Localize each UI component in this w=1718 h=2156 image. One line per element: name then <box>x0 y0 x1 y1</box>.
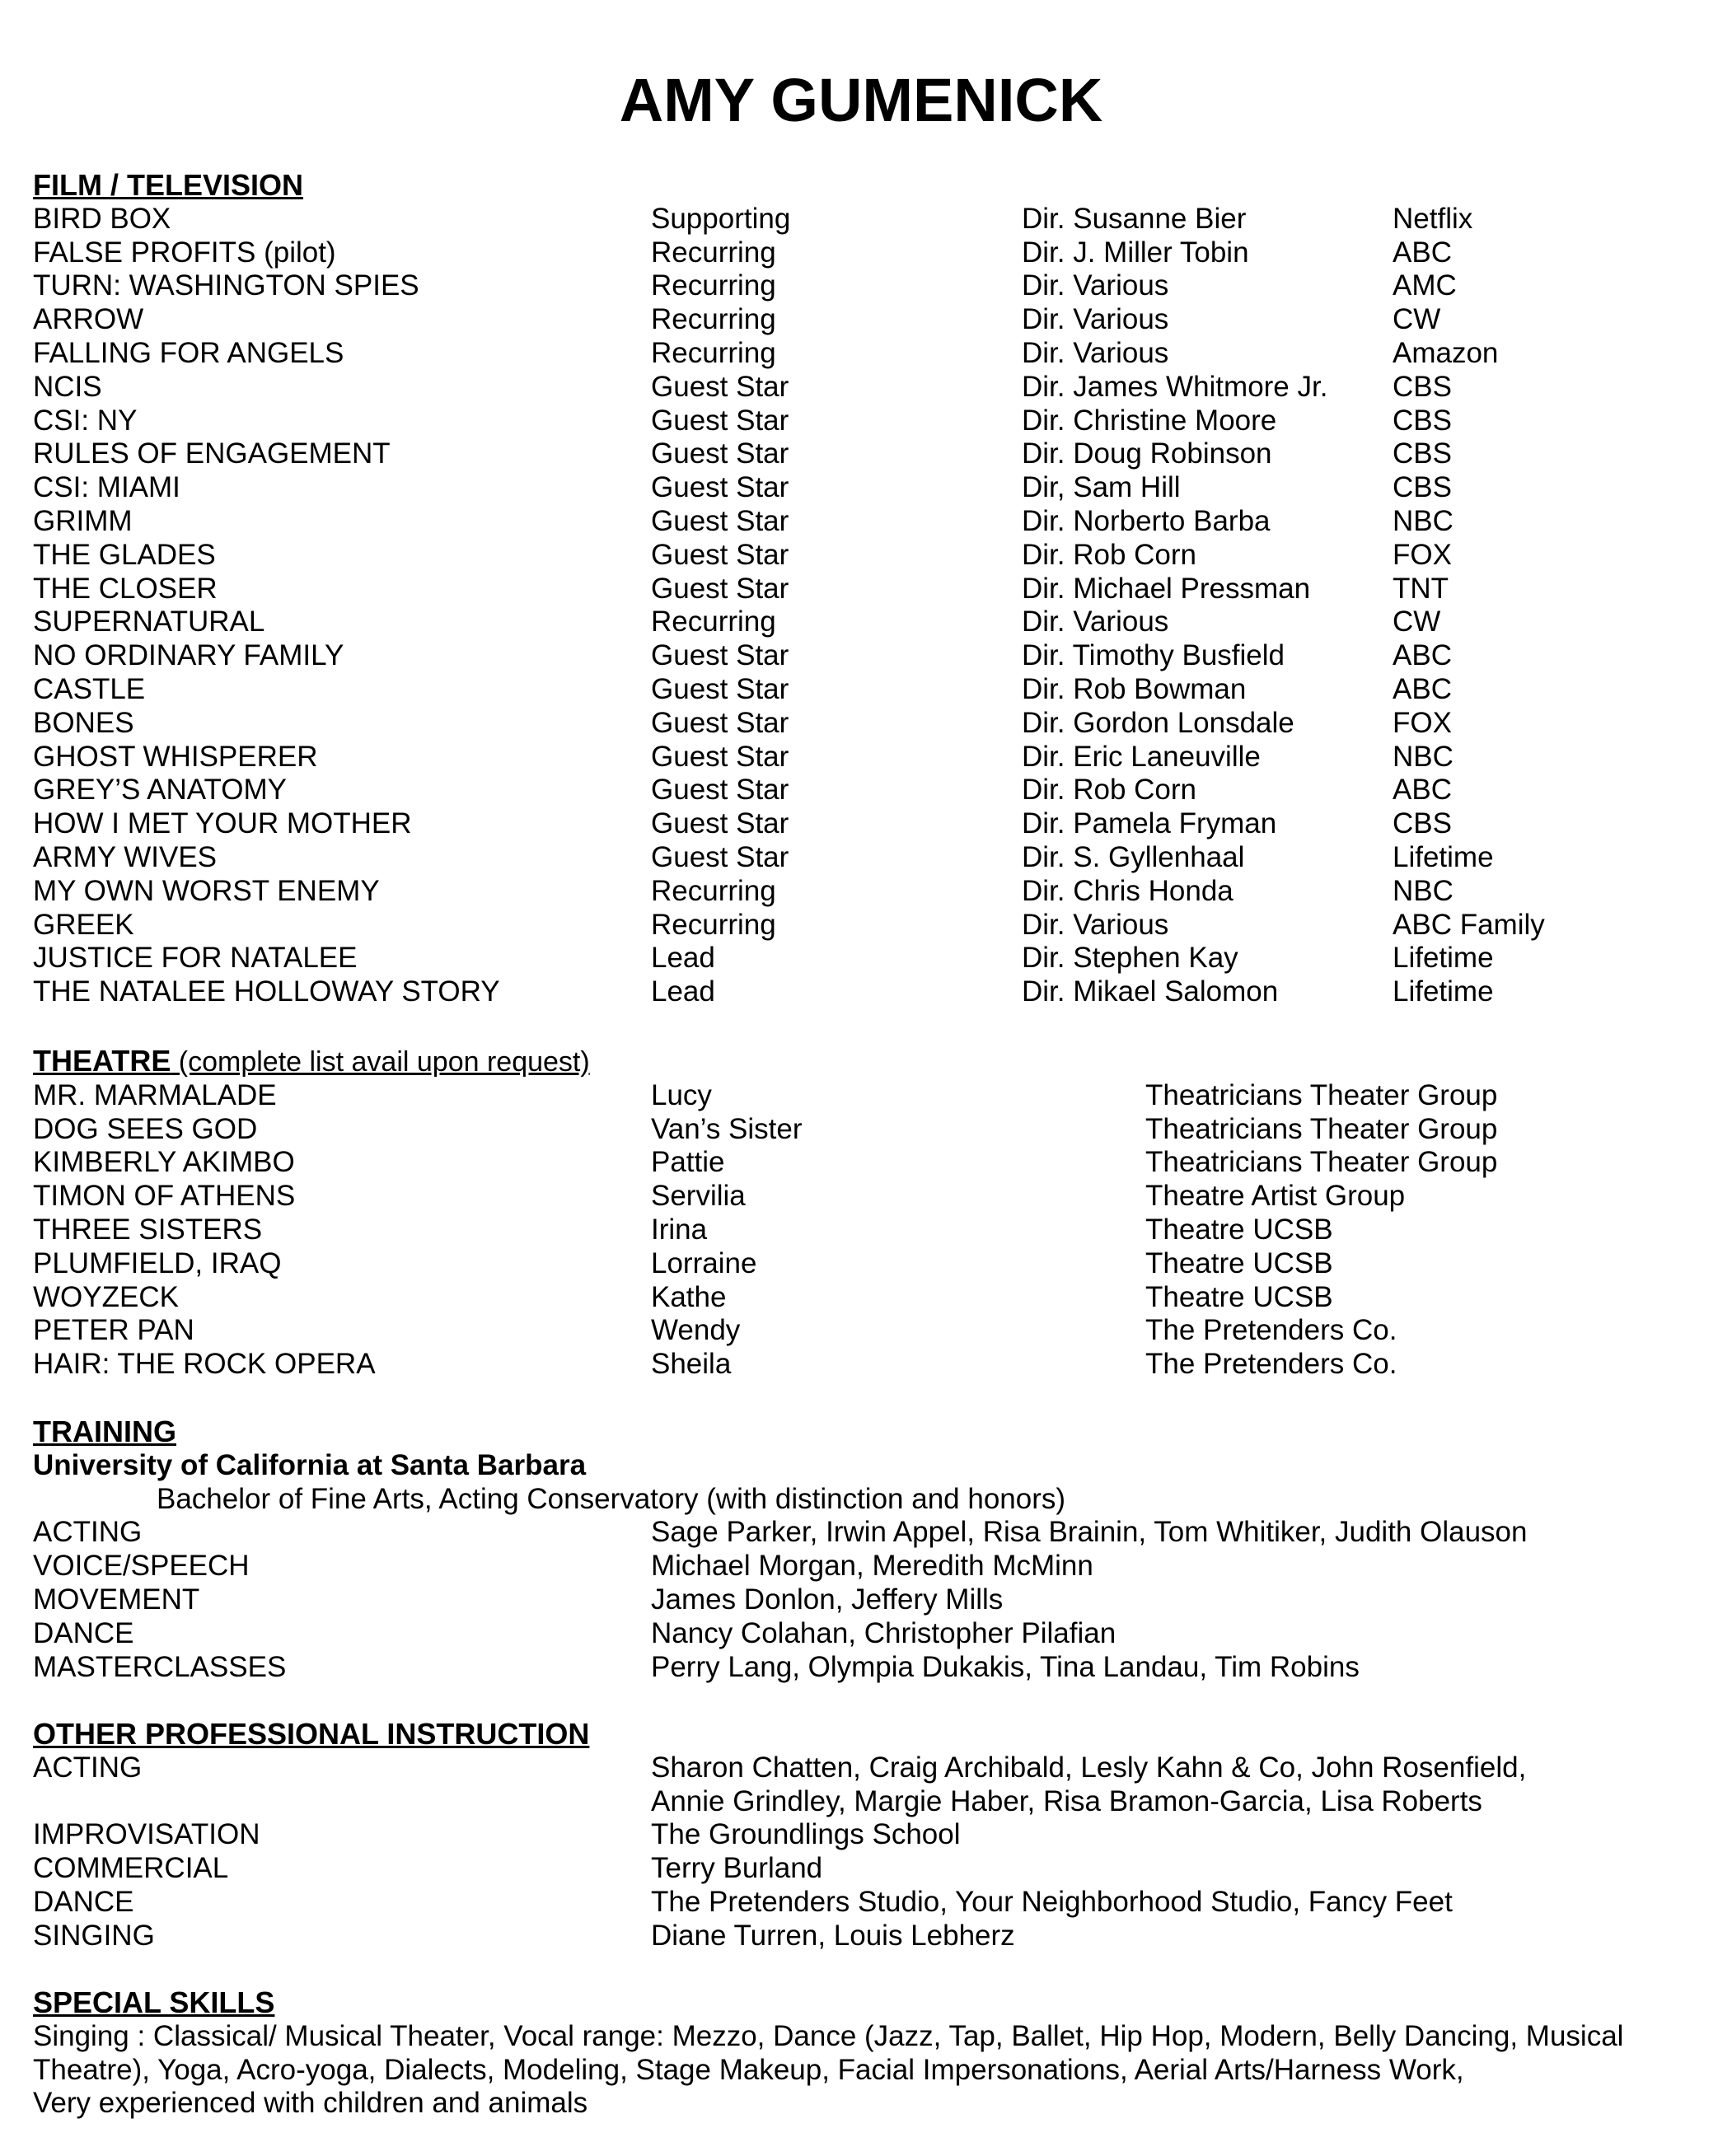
theatre-role: Servilia <box>651 1180 746 1213</box>
credit-title: GHOST WHISPERER <box>33 740 318 773</box>
credit-title: THE GLADES <box>33 538 216 571</box>
credit-director: Dir. Doug Robinson <box>1022 437 1272 470</box>
film-tv-row <box>33 875 1689 909</box>
credit-director: Dir. Gordon Lonsdale <box>1022 706 1294 739</box>
credit-network: NBC <box>1393 874 1454 907</box>
training-row <box>33 1583 1689 1617</box>
theatre-company: Theatre UCSB <box>1145 1280 1333 1313</box>
film-tv-section <box>33 169 1689 1009</box>
instruction-teachers: Terry Burland <box>651 1852 823 1885</box>
theatre-role: Sheila <box>651 1348 732 1381</box>
theatre-role: Lucy <box>651 1078 712 1111</box>
credit-network: NBC <box>1393 740 1454 773</box>
credit-network: CBS <box>1393 404 1452 437</box>
credit-role: Guest Star <box>651 504 789 537</box>
theatre-row <box>33 1180 1689 1214</box>
theatre-role: Lorraine <box>651 1246 757 1279</box>
credit-director: Dir. Various <box>1022 303 1169 336</box>
other-instruction-list <box>33 1751 1689 1953</box>
theatre-title: PLUMFIELD, IRAQ <box>33 1246 282 1279</box>
theatre-section <box>33 1045 1689 1382</box>
credit-network: CBS <box>1393 437 1452 470</box>
credit-role: Supporting <box>651 202 791 235</box>
training-degree: Bachelor of Fine Arts, Acting Conservatory (with distinction and honors) <box>157 1482 1066 1515</box>
credit-network: Lifetime <box>1393 942 1494 975</box>
film-tv-list <box>33 203 1689 1009</box>
credit-director: Dir. James Whitmore Jr. <box>1022 370 1328 403</box>
theatre-heading-title: THEATRE <box>33 1044 171 1078</box>
film-tv-row <box>33 371 1689 405</box>
credit-director: Dir. Stephen Kay <box>1022 942 1238 975</box>
film-tv-row <box>33 337 1689 371</box>
special-skills-text <box>33 2020 1689 2121</box>
training-teachers: Sage Parker, Irwin Appel, Risa Brainin, Tom Whitiker, Judith Olauson <box>651 1516 1528 1549</box>
credit-title: NCIS <box>33 370 102 403</box>
training-section <box>33 1415 1689 1684</box>
theatre-row <box>33 1281 1689 1315</box>
credit-role: Guest Star <box>651 774 789 807</box>
credit-title: THE NATALEE HOLLOWAY STORY <box>33 975 500 1008</box>
credit-title: BIRD BOX <box>33 202 171 235</box>
theatre-row <box>33 1113 1689 1147</box>
credit-title: CSI: MIAMI <box>33 471 180 504</box>
film-tv-row <box>33 741 1689 774</box>
credit-network: FOX <box>1393 706 1452 739</box>
training-teachers: Michael Morgan, Meredith McMinn <box>651 1550 1093 1583</box>
credit-network: CBS <box>1393 370 1452 403</box>
training-subject: VOICE/SPEECH <box>33 1550 250 1583</box>
instruction-teachers: Diane Turren, Louis Lebherz <box>651 1919 1015 1952</box>
film-tv-row <box>33 505 1689 539</box>
credit-role: Guest Star <box>651 538 789 571</box>
credit-network: Amazon <box>1393 336 1499 369</box>
credit-title: NO ORDINARY FAMILY <box>33 639 344 672</box>
film-tv-row <box>33 405 1689 438</box>
credit-director: Dir. Rob Corn <box>1022 538 1197 571</box>
credit-director: Dir. Rob Corn <box>1022 774 1197 807</box>
instruction-teachers: The Groundlings School <box>651 1818 961 1851</box>
theatre-title: PETER PAN <box>33 1314 194 1347</box>
film-tv-row <box>33 606 1689 639</box>
credit-director: Dir. Michael Pressman <box>1022 572 1311 605</box>
film-tv-row <box>33 236 1689 270</box>
other-instruction-row <box>33 1920 1689 1953</box>
credit-title: BONES <box>33 706 134 739</box>
training-row <box>33 1651 1689 1685</box>
film-tv-row <box>33 203 1689 236</box>
credit-network: ABC <box>1393 774 1452 807</box>
training-school: University of California at Santa Barbara <box>33 1448 587 1481</box>
theatre-title: MR. MARMALADE <box>33 1078 277 1111</box>
credit-network: TNT <box>1393 572 1449 605</box>
credit-role: Guest Star <box>651 672 789 705</box>
credit-network: AMC <box>1393 269 1457 302</box>
instruction-teachers: Sharon Chatten, Craig Archibald, Lesly Kahn & Co, John Rosenfield, <box>651 1751 1527 1784</box>
training-teachers: Nancy Colahan, Christopher Pilafian <box>651 1616 1116 1649</box>
credit-network: CW <box>1393 303 1441 336</box>
film-tv-row <box>33 707 1689 741</box>
film-tv-row <box>33 942 1689 975</box>
training-teachers: Perry Lang, Olympia Dukakis, Tina Landau, Tim Robins <box>651 1650 1360 1683</box>
training-subject: DANCE <box>33 1616 134 1649</box>
theatre-title: KIMBERLY AKIMBO <box>33 1146 295 1179</box>
film-tv-row <box>33 471 1689 505</box>
credit-role: Guest Star <box>651 404 789 437</box>
theatre-list <box>33 1079 1689 1382</box>
theatre-row <box>33 1214 1689 1247</box>
credit-director: Dir, Sam Hill <box>1022 471 1181 504</box>
credit-title: ARMY WIVES <box>33 840 218 873</box>
credit-role: Guest Star <box>651 437 789 470</box>
other-instruction-row <box>33 1751 1689 1785</box>
instruction-subject: SINGING <box>33 1919 155 1952</box>
credit-title: MY OWN WORST ENEMY <box>33 874 380 907</box>
training-row <box>33 1550 1689 1583</box>
credit-title: JUSTICE FOR NATALEE <box>33 942 358 975</box>
credit-role: Recurring <box>651 874 776 907</box>
credit-director: Dir. Christine Moore <box>1022 404 1277 437</box>
instruction-subject: COMMERCIAL <box>33 1852 229 1885</box>
credit-role: Recurring <box>651 606 776 638</box>
credit-network: Lifetime <box>1393 975 1494 1008</box>
theatre-role: Van’s Sister <box>651 1112 803 1145</box>
credit-network: Netflix <box>1393 202 1473 235</box>
credit-network: NBC <box>1393 504 1454 537</box>
film-tv-row <box>33 437 1689 471</box>
credit-director: Dir. Chris Honda <box>1022 874 1233 907</box>
credit-title: GREEK <box>33 908 134 941</box>
theatre-company: The Pretenders Co. <box>1145 1314 1397 1347</box>
special-skills-line: Singing : Classical/ Musical Theater, Vocal range: Mezzo, Dance (Jazz, Tap, Ballet, Hip Hop, Modern, Belly Dancing, Musical <box>33 2019 1624 2052</box>
credit-title: TURN: WASHINGTON SPIES <box>33 269 419 302</box>
theatre-row <box>33 1079 1689 1113</box>
credit-role: Guest Star <box>651 471 789 504</box>
credit-title: CASTLE <box>33 672 146 705</box>
credit-title: THE CLOSER <box>33 572 218 605</box>
credit-director: Dir. Timothy Busfield <box>1022 639 1285 672</box>
credit-role: Lead <box>651 942 715 975</box>
film-tv-row <box>33 807 1689 841</box>
training-list <box>33 1516 1689 1684</box>
film-tv-heading: FILM / TELEVISION <box>33 168 304 202</box>
credit-director: Dir. Various <box>1022 908 1169 941</box>
instruction-subject: IMPROVISATION <box>33 1818 260 1851</box>
film-tv-row <box>33 975 1689 1009</box>
theatre-role: Pattie <box>651 1146 725 1179</box>
training-row <box>33 1617 1689 1651</box>
credit-director: Dir. Various <box>1022 269 1169 302</box>
credit-title: GRIMM <box>33 504 133 537</box>
credit-title: SUPERNATURAL <box>33 606 265 638</box>
film-tv-row <box>33 774 1689 807</box>
theatre-row <box>33 1314 1689 1348</box>
credit-director: Dir. Various <box>1022 336 1169 369</box>
other-instruction-row <box>33 1818 1689 1852</box>
credit-title: FALLING FOR ANGELS <box>33 336 344 369</box>
credit-director: Dir. Pamela Fryman <box>1022 807 1277 840</box>
theatre-role: Kathe <box>651 1280 727 1313</box>
credit-network: ABC Family <box>1393 908 1545 941</box>
film-tv-row <box>33 909 1689 942</box>
special-skills-section <box>33 1986 1689 2121</box>
credit-title: HOW I MET YOUR MOTHER <box>33 807 412 840</box>
credit-role: Guest Star <box>651 370 789 403</box>
credit-director: Dir. Norberto Barba <box>1022 504 1271 537</box>
other-instruction-row <box>33 1852 1689 1886</box>
credit-role: Guest Star <box>651 706 789 739</box>
credit-director: Dir. Susanne Bier <box>1022 202 1247 235</box>
credit-role: Guest Star <box>651 740 789 773</box>
film-tv-row <box>33 673 1689 707</box>
credit-role: Recurring <box>651 269 776 302</box>
training-heading: TRAINING <box>33 1415 176 1448</box>
theatre-company: Theatricians Theater Group <box>1145 1146 1498 1179</box>
theatre-company: Theatre UCSB <box>1145 1246 1333 1279</box>
theatre-heading <box>33 1045 1689 1079</box>
credit-role: Lead <box>651 975 715 1008</box>
credit-network: ABC <box>1393 236 1452 269</box>
instruction-subject: ACTING <box>33 1751 143 1784</box>
film-tv-row <box>33 269 1689 303</box>
film-tv-row <box>33 639 1689 673</box>
credit-director: Dir. Mikael Salomon <box>1022 975 1279 1008</box>
theatre-row <box>33 1247 1689 1281</box>
other-instruction-row <box>33 1785 1689 1819</box>
theatre-company: Theatre Artist Group <box>1145 1180 1406 1213</box>
credit-role: Guest Star <box>651 807 789 840</box>
resume-name: AMY GUMENICK <box>619 66 1103 134</box>
film-tv-row <box>33 539 1689 573</box>
theatre-title: WOYZECK <box>33 1280 179 1313</box>
credit-network: ABC <box>1393 672 1452 705</box>
special-skills-heading: SPECIAL SKILLS <box>33 1985 275 2019</box>
credit-title: GREY’S ANATOMY <box>33 774 287 807</box>
theatre-row <box>33 1146 1689 1180</box>
film-tv-row <box>33 573 1689 606</box>
training-subject: ACTING <box>33 1516 143 1549</box>
theatre-title: DOG SEES GOD <box>33 1112 258 1145</box>
credit-role: Guest Star <box>651 840 789 873</box>
credit-network: CBS <box>1393 807 1452 840</box>
film-tv-row <box>33 303 1689 337</box>
credit-network: CBS <box>1393 471 1452 504</box>
instruction-teachers: Annie Grindley, Margie Haber, Risa Bramon-Garcia, Lisa Roberts <box>651 1784 1482 1817</box>
theatre-company: The Pretenders Co. <box>1145 1348 1397 1381</box>
instruction-teachers: The Pretenders Studio, Your Neighborhood Studio, Fancy Feet <box>651 1885 1453 1918</box>
credit-role: Recurring <box>651 236 776 269</box>
special-skills-line: Very experienced with children and animals <box>33 2087 588 2120</box>
other-instruction-section <box>33 1718 1689 1953</box>
theatre-role: Wendy <box>651 1314 741 1347</box>
credit-role: Recurring <box>651 336 776 369</box>
theatre-title: HAIR: THE ROCK OPERA <box>33 1348 376 1381</box>
theatre-title: THREE SISTERS <box>33 1213 263 1246</box>
credit-title: FALSE PROFITS (pilot) <box>33 236 336 269</box>
training-teachers: James Donlon, Jeffery Mills <box>651 1583 1004 1616</box>
other-instruction-row <box>33 1886 1689 1920</box>
theatre-role: Irina <box>651 1213 708 1246</box>
instruction-subject: DANCE <box>33 1885 134 1918</box>
special-skills-line: Theatre), Yoga, Acro-yoga, Dialects, Modeling, Stage Makeup, Facial Impersonations, Aerial Arts/Harness Work, <box>33 2053 1464 2086</box>
credit-director: Dir. Eric Laneuville <box>1022 740 1261 773</box>
credit-director: Dir. Rob Bowman <box>1022 672 1247 705</box>
credit-role: Guest Star <box>651 639 789 672</box>
credit-network: CW <box>1393 606 1441 638</box>
other-instruction-heading: OTHER PROFESSIONAL INSTRUCTION <box>33 1717 590 1751</box>
credit-title: RULES OF ENGAGEMENT <box>33 437 391 470</box>
credit-network: FOX <box>1393 538 1452 571</box>
credit-role: Recurring <box>651 908 776 941</box>
theatre-heading-note: (complete list avail upon request) <box>171 1046 590 1078</box>
credit-title: ARROW <box>33 303 144 336</box>
film-tv-row <box>33 841 1689 875</box>
theatre-row <box>33 1348 1689 1382</box>
credit-role: Recurring <box>651 303 776 336</box>
credit-network: ABC <box>1393 639 1452 672</box>
theatre-company: Theatre UCSB <box>1145 1213 1333 1246</box>
credit-title: CSI: NY <box>33 404 138 437</box>
theatre-title: TIMON OF ATHENS <box>33 1180 296 1213</box>
credit-role: Guest Star <box>651 572 789 605</box>
credit-director: Dir. Various <box>1022 606 1169 638</box>
training-subject: MASTERCLASSES <box>33 1650 287 1683</box>
training-row <box>33 1516 1689 1550</box>
credit-network: Lifetime <box>1393 840 1494 873</box>
theatre-company: Theatricians Theater Group <box>1145 1078 1498 1111</box>
credit-director: Dir. S. Gyllenhaal <box>1022 840 1245 873</box>
training-subject: MOVEMENT <box>33 1583 200 1616</box>
credit-director: Dir. J. Miller Tobin <box>1022 236 1249 269</box>
theatre-company: Theatricians Theater Group <box>1145 1112 1498 1145</box>
